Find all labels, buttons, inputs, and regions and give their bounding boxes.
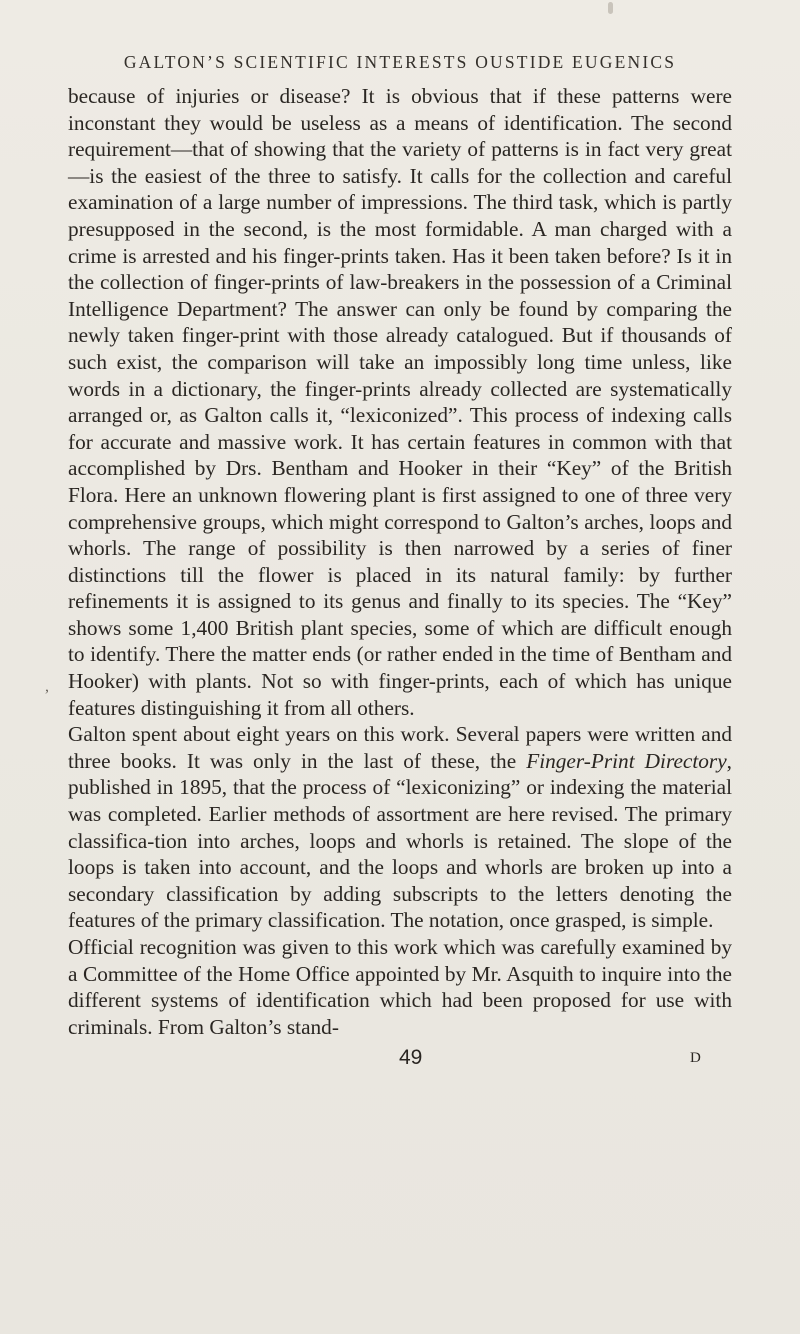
page-number: 49 bbox=[399, 1046, 423, 1069]
running-head bbox=[0, 52, 800, 73]
paragraph-2-part-2: , published in 1895, that the process of “lexiconizing” or indexing the material was completed. Earlier methods of assortment are here revised. The primary classifica-tion into arches, loops and whorls is retained. The slope of the loops is taken into account, and the loops and whorls are broken up into a secondary classification by adding subscripts to the letters denoting the features of the primary classification. The notation, once grasped, is simple. bbox=[68, 748, 732, 933]
margin-mark: , bbox=[45, 678, 49, 695]
ink-spot bbox=[608, 2, 613, 14]
signature-mark: D bbox=[690, 1050, 702, 1066]
running-head-text: GALTON’S SCIENTIFIC INTERESTS OUSTIDE EUGENICS bbox=[123, 52, 677, 72]
paragraph-2-part-1: Galton spent about eight years on this work. Several papers were written and three books. It was only in the last of these, the bbox=[68, 722, 732, 773]
paragraph-3: Official recognition was given to this work which was carefully examined by a Committee of the Home Office appointed by Mr. Asquith to inquire into the different systems of identification which had been proposed for use with criminals. From Galton’s stand- bbox=[68, 935, 732, 1039]
book-title: Finger-Print Directory bbox=[526, 748, 727, 773]
body-text bbox=[68, 83, 732, 1040]
paragraph-1: because of injuries or disease? It is obvious that if these patterns were inconstant they would be useless as a means of identification. The second requirement—that of showing that the variety of patterns is in fact very great—is the easiest of the three to satisfy. It calls for the collection and careful examination of a large number of impressions. The third task, which is partly presupposed in the second, is the most formidable. A man charged with a crime is arrested and his finger-prints taken. Has it been taken before? Is it in the collection of finger-prints of law-breakers in the possession of a Criminal Intelligence Department? The answer can only be found by comparing the newly taken finger-print with those already catalogued. But if thousands of such exist, the comparison will take an impossibly long time unless, like words in a dictionary, the finger-prints already collected are systematically arranged or, as Galton calls it, “lexiconized”. This process of indexing calls for accurate and massive work. It has certain features in common with that accomplished by Drs. Bentham and Hooker in their “Key” of the British Flora. Here an unknown flowering plant is first assigned to one of three very comprehensive groups, which might correspond to Galton’s arches, loops and whorls. The range of possibility is then narrowed by a series of finer distinctions till the flower is placed in its natural family: by further refinements it is assigned to its genus and finally to its species. The “Key” shows some 1,400 British plant species, some of which are difficult enough to identify. There the matter ends (or rather ended in the time of Bentham and Hooker) with plants. Not so with finger-prints, each of which has unique features distinguishing it from all others. bbox=[68, 84, 732, 720]
paragraph-2 bbox=[68, 721, 732, 934]
